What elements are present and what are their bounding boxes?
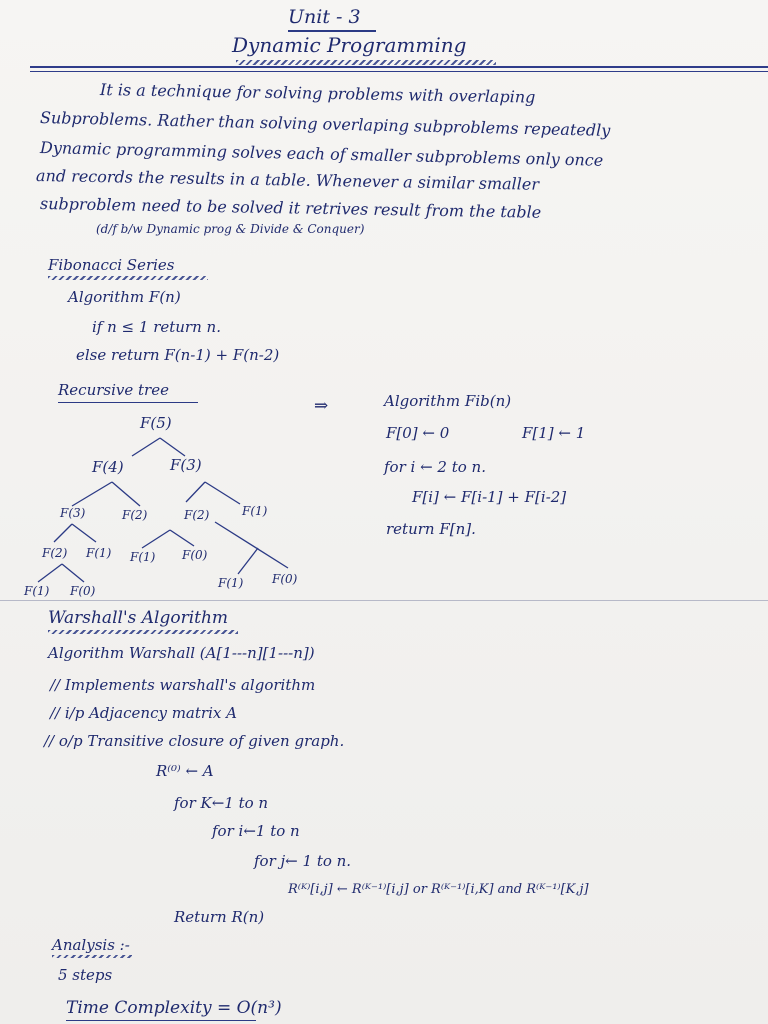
recursive-tree-heading: Recursive tree — [58, 381, 169, 399]
intro-line-2: Subproblems. Rather than solving overlaping subproblems repeatedly — [39, 108, 611, 140]
fib-dp-init-1: F[1] ← 1 — [522, 424, 586, 442]
tree-node: F(0) — [272, 572, 298, 586]
tree-node: F(0) — [182, 548, 208, 562]
warshall-loop-k: for K←1 to n — [174, 794, 269, 812]
warshall-comment-3: // o/p Transitive closure of given graph. — [44, 732, 345, 750]
tree-node: F(1) — [130, 550, 156, 564]
intro-line-5: subproblem need to be solved it retrives result from the table — [39, 194, 542, 222]
tree-node: F(1) — [24, 584, 50, 598]
tree-node: F(1) — [242, 504, 268, 518]
fib-dp-return: return F[n]. — [386, 520, 476, 538]
fib-dp-loop: for i ← 2 to n. — [384, 458, 486, 476]
tree-node: F(2) — [42, 546, 68, 560]
tree-node: F(2) — [184, 508, 210, 522]
arrow-symbol: ⇒ — [314, 396, 329, 416]
warshall-return: Return R(n) — [174, 908, 265, 926]
warshall-update: R⁽ᴷ⁾[i,j] ← R⁽ᴷ⁻¹⁾[i,j] or R⁽ᴷ⁻¹⁾[i,K] and R⁽ᴷ⁻¹⁾[K,j] — [288, 882, 589, 897]
page-subtitle: Dynamic Programming — [232, 33, 467, 57]
fib-dp-recurrence: F[i] ← F[i-1] + F[i-2] — [412, 488, 567, 506]
time-complexity-underline — [66, 1020, 256, 1021]
tree-node: F(4) — [92, 458, 124, 476]
warshall-heading: Warshall's Algorithm — [48, 608, 229, 628]
analysis-steps: 5 steps — [58, 966, 113, 984]
warshall-underline — [48, 630, 238, 634]
warshall-loop-i: for i←1 to n — [212, 822, 300, 840]
tree-node: F(0) — [70, 584, 96, 598]
tree-node: F(1) — [218, 576, 244, 590]
warshall-init: R⁽⁰⁾ ← A — [156, 762, 214, 780]
fib-if-line: if n ≤ 1 return n. — [92, 318, 221, 336]
analysis-heading: Analysis :- — [52, 936, 130, 954]
tree-node: F(2) — [122, 508, 148, 522]
fib-else-line: else return F(n-1) + F(n-2) — [76, 346, 280, 364]
section-divider — [0, 600, 768, 601]
fibonacci-heading: Fibonacci Series — [48, 256, 175, 274]
warshall-loop-j: for j← 1 to n. — [254, 852, 352, 870]
tree-node: F(5) — [140, 414, 172, 432]
fib-algorithm-line: Algorithm F(n) — [68, 288, 181, 306]
intro-line-3: Dynamic programming solves each of smaller subproblems only once — [39, 138, 604, 170]
warshall-signature: Algorithm Warshall (A[1---n][1---n]) — [48, 644, 315, 662]
tree-node: F(3) — [170, 456, 202, 474]
warshall-comment-1: // Implements warshall's algorithm — [50, 676, 316, 694]
difference-note: (d/f b/w Dynamic prog & Divide & Conquer) — [96, 222, 365, 236]
tree-node: F(3) — [60, 506, 86, 520]
analysis-underline — [52, 955, 132, 958]
intro-line-1: It is a technique for solving problems with overlaping — [99, 80, 536, 107]
page-title: Unit - 3 — [288, 6, 361, 28]
fib-dp-init-0: F[0] ← 0 — [386, 424, 450, 442]
tree-node: F(1) — [86, 546, 112, 560]
warshall-comment-2: // i/p Adjacency matrix A — [50, 704, 237, 722]
fib-dp-algorithm: Algorithm Fib(n) — [384, 392, 512, 410]
time-complexity: Time Complexity = O(n³) — [66, 998, 282, 1018]
intro-line-4: and records the results in a table. Whenever a similar smaller — [35, 166, 540, 194]
